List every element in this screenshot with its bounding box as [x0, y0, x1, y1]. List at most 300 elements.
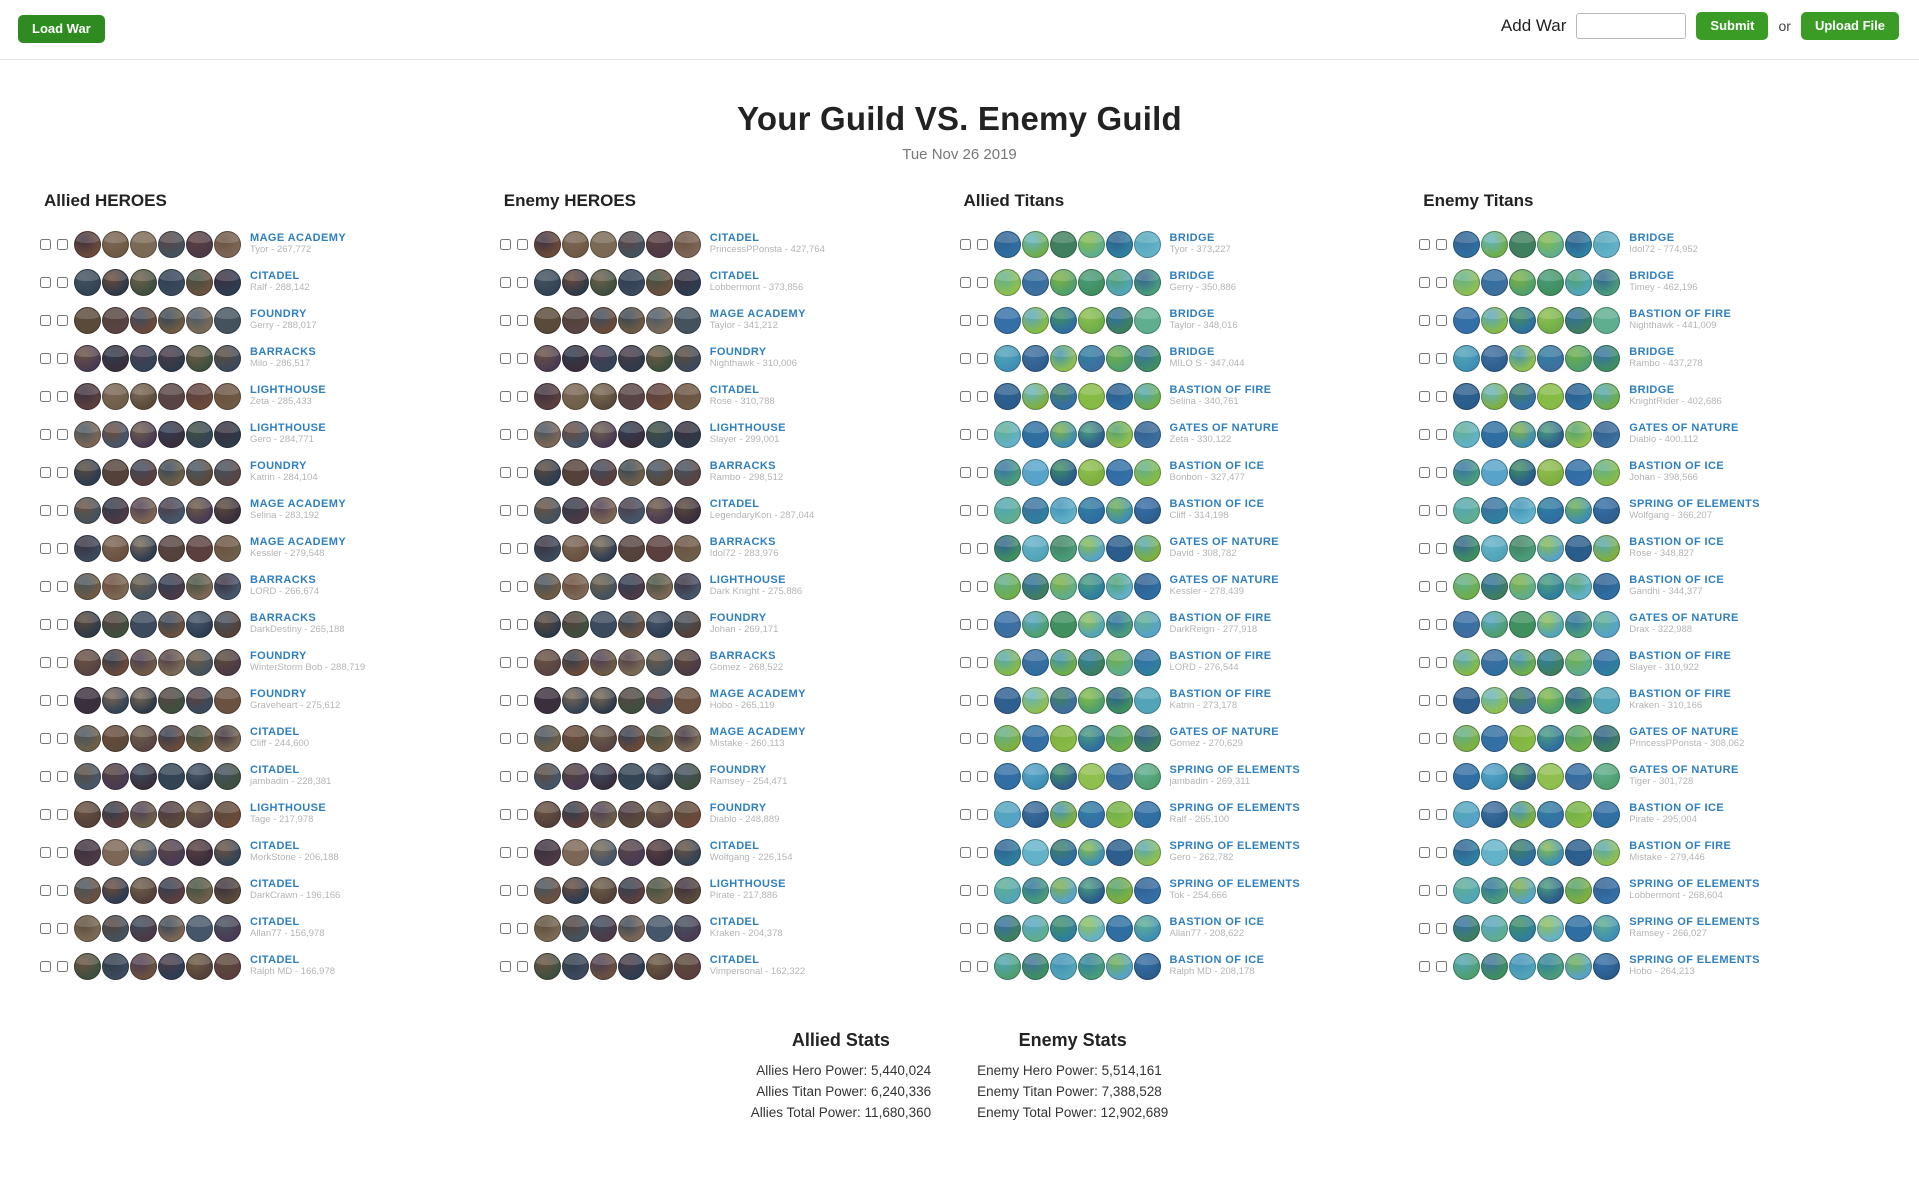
row-select-checkbox[interactable]: [40, 885, 51, 896]
roster-row[interactable]: [40, 415, 500, 453]
roster-row[interactable]: [1419, 871, 1879, 909]
row-select-checkbox[interactable]: [40, 543, 51, 554]
roster-row[interactable]: [40, 301, 500, 339]
unit-avatar-icon: [1453, 459, 1480, 486]
row-mark-checkbox[interactable]: [977, 619, 988, 630]
row-select-checkbox[interactable]: [500, 657, 511, 668]
roster-row[interactable]: [1419, 833, 1879, 871]
roster-row[interactable]: [960, 719, 1420, 757]
row-select-checkbox[interactable]: [40, 961, 51, 972]
roster-row[interactable]: [40, 491, 500, 529]
roster-row[interactable]: [500, 795, 960, 833]
row-mark-checkbox[interactable]: [1436, 467, 1447, 478]
row-select-checkbox[interactable]: [960, 277, 971, 288]
row-select-checkbox[interactable]: [1419, 467, 1430, 478]
unit-avatar-icon: [1134, 649, 1161, 676]
unit-avatar-icon: [1537, 915, 1564, 942]
row-mark-checkbox[interactable]: [517, 733, 528, 744]
fortification-name: BASTION OF FIRE: [1169, 687, 1272, 700]
row-select-checkbox[interactable]: [40, 619, 51, 630]
fortification-name: BRIDGE: [1629, 269, 1675, 282]
team-avatars: [1453, 269, 1621, 296]
row-mark-checkbox[interactable]: [57, 543, 68, 554]
roster-row[interactable]: [40, 871, 500, 909]
row-mark-checkbox[interactable]: [517, 353, 528, 364]
roster-row[interactable]: [500, 339, 960, 377]
row-mark-checkbox[interactable]: [517, 239, 528, 250]
unit-avatar-icon: [534, 345, 561, 372]
unit-avatar-icon: [1481, 535, 1508, 562]
upload-file-button[interactable]: Upload File: [1801, 12, 1899, 40]
row-mark-checkbox[interactable]: [977, 315, 988, 326]
roster-row[interactable]: [1419, 491, 1879, 529]
row-select-checkbox[interactable]: [500, 543, 511, 554]
unit-avatar-icon: [1509, 231, 1536, 258]
roster-row[interactable]: [1419, 909, 1879, 947]
roster-row[interactable]: [1419, 605, 1879, 643]
roster-row[interactable]: [40, 453, 500, 491]
row-select-checkbox[interactable]: [1419, 695, 1430, 706]
row-mark-checkbox[interactable]: [977, 695, 988, 706]
row-mark-checkbox[interactable]: [1436, 847, 1447, 858]
row-meta: [1629, 423, 1738, 446]
roster-row[interactable]: [500, 719, 960, 757]
row-mark-checkbox[interactable]: [517, 847, 528, 858]
roster-row[interactable]: [1419, 225, 1879, 263]
unit-avatar-icon: [186, 801, 213, 828]
row-select-checkbox[interactable]: [500, 695, 511, 706]
row-mark-checkbox[interactable]: [1436, 277, 1447, 288]
roster-row[interactable]: [960, 643, 1420, 681]
roster-row[interactable]: [1419, 301, 1879, 339]
row-mark-checkbox[interactable]: [517, 657, 528, 668]
row-select-checkbox[interactable]: [960, 733, 971, 744]
roster-row[interactable]: [960, 529, 1420, 567]
row-mark-checkbox[interactable]: [57, 277, 68, 288]
row-mark-checkbox[interactable]: [977, 733, 988, 744]
row-select-checkbox[interactable]: [1419, 657, 1430, 668]
unit-avatar-icon: [618, 307, 645, 334]
row-mark-checkbox[interactable]: [57, 771, 68, 782]
roster-row[interactable]: [1419, 681, 1879, 719]
row-select-checkbox[interactable]: [40, 277, 51, 288]
row-select-checkbox[interactable]: [1419, 581, 1430, 592]
roster-row[interactable]: [1419, 757, 1879, 795]
row-mark-checkbox[interactable]: [517, 505, 528, 516]
roster-row[interactable]: [960, 263, 1420, 301]
row-mark-checkbox[interactable]: [1436, 315, 1447, 326]
roster-row[interactable]: [960, 947, 1420, 985]
row-select-checkbox[interactable]: [40, 467, 51, 478]
unit-avatar-icon: [534, 383, 561, 410]
row-mark-checkbox[interactable]: [57, 733, 68, 744]
row-select-checkbox[interactable]: [40, 315, 51, 326]
row-select-checkbox[interactable]: [500, 619, 511, 630]
row-select-checkbox[interactable]: [500, 315, 511, 326]
unit-avatar-icon: [590, 497, 617, 524]
row-mark-checkbox[interactable]: [1436, 961, 1447, 972]
row-mark-checkbox[interactable]: [977, 429, 988, 440]
row-mark-checkbox[interactable]: [977, 353, 988, 364]
row-select-checkbox[interactable]: [1419, 429, 1430, 440]
row-mark-checkbox[interactable]: [517, 771, 528, 782]
row-select-checkbox[interactable]: [500, 353, 511, 364]
roster-row[interactable]: [1419, 947, 1879, 985]
row-select-checkbox[interactable]: [960, 619, 971, 630]
row-select-checkbox[interactable]: [960, 581, 971, 592]
row-mark-checkbox[interactable]: [1436, 581, 1447, 592]
team-avatars: [74, 687, 242, 714]
row-mark-checkbox[interactable]: [57, 657, 68, 668]
roster-row[interactable]: [500, 301, 960, 339]
roster-row[interactable]: [500, 263, 960, 301]
fortification-name: LIGHTHOUSE: [250, 421, 327, 434]
roster-row[interactable]: [500, 225, 960, 263]
unit-avatar-icon: [1537, 307, 1564, 334]
team-avatars: [1453, 383, 1621, 410]
row-mark-checkbox[interactable]: [977, 239, 988, 250]
row-select-checkbox[interactable]: [1419, 277, 1430, 288]
roster-row[interactable]: [960, 833, 1420, 871]
roster-row[interactable]: [500, 453, 960, 491]
unit-avatar-icon: [1481, 231, 1508, 258]
row-meta: [710, 575, 802, 598]
row-mark-checkbox[interactable]: [517, 619, 528, 630]
row-mark-checkbox[interactable]: [57, 505, 68, 516]
row-select-checkbox[interactable]: [960, 429, 971, 440]
unit-avatar-icon: [102, 383, 129, 410]
row-mark-checkbox[interactable]: [517, 923, 528, 934]
row-mark-checkbox[interactable]: [977, 885, 988, 896]
row-mark-checkbox[interactable]: [977, 581, 988, 592]
player-power-label: Tyor - 373,227: [1169, 244, 1231, 256]
load-war-button[interactable]: Load War: [18, 15, 105, 43]
row-select-checkbox[interactable]: [1419, 885, 1430, 896]
row-mark-checkbox[interactable]: [517, 695, 528, 706]
row-select-checkbox[interactable]: [500, 847, 511, 858]
fortification-name: SPRING OF ELEMENTS: [1629, 497, 1760, 510]
row-select-checkbox[interactable]: [1419, 315, 1430, 326]
roster-row[interactable]: [500, 643, 960, 681]
row-select-checkbox[interactable]: [40, 923, 51, 934]
roster-row[interactable]: [500, 909, 960, 947]
row-mark-checkbox[interactable]: [57, 809, 68, 820]
row-mark-checkbox[interactable]: [517, 467, 528, 478]
row-select-checkbox[interactable]: [960, 923, 971, 934]
row-select-checkbox[interactable]: [1419, 923, 1430, 934]
row-select-checkbox[interactable]: [960, 961, 971, 972]
row-select-checkbox[interactable]: [40, 505, 51, 516]
unit-avatar-icon: [1453, 953, 1480, 980]
row-mark-checkbox[interactable]: [1436, 733, 1447, 744]
row-mark-checkbox[interactable]: [977, 771, 988, 782]
row-select-checkbox[interactable]: [40, 429, 51, 440]
row-select-checkbox[interactable]: [500, 277, 511, 288]
roster-row[interactable]: [40, 567, 500, 605]
row-mark-checkbox[interactable]: [1436, 809, 1447, 820]
row-select-checkbox[interactable]: [960, 543, 971, 554]
row-mark-checkbox[interactable]: [1436, 353, 1447, 364]
roster-row[interactable]: [500, 681, 960, 719]
row-mark-checkbox[interactable]: [517, 581, 528, 592]
row-select-checkbox[interactable]: [960, 885, 971, 896]
team-avatars: [534, 611, 702, 638]
unit-avatar-icon: [562, 839, 589, 866]
roster-row[interactable]: [960, 415, 1420, 453]
team-avatars: [534, 269, 702, 296]
unit-avatar-icon: [1106, 649, 1133, 676]
row-mark-checkbox[interactable]: [517, 809, 528, 820]
row-mark-checkbox[interactable]: [517, 543, 528, 554]
row-select-checkbox[interactable]: [500, 961, 511, 972]
submit-button[interactable]: Submit: [1696, 12, 1768, 40]
roster-row[interactable]: [960, 909, 1420, 947]
roster-row[interactable]: [500, 415, 960, 453]
roster-row[interactable]: [500, 491, 960, 529]
row-select-checkbox[interactable]: [960, 353, 971, 364]
row-mark-checkbox[interactable]: [57, 885, 68, 896]
roster-row[interactable]: [500, 567, 960, 605]
roster-row[interactable]: [40, 757, 500, 795]
row-mark-checkbox[interactable]: [517, 961, 528, 972]
roster-row[interactable]: [960, 339, 1420, 377]
row-mark-checkbox[interactable]: [977, 657, 988, 668]
row-select-checkbox[interactable]: [960, 315, 971, 326]
roster-row[interactable]: [960, 605, 1420, 643]
roster-row[interactable]: [40, 719, 500, 757]
roster-row[interactable]: [40, 909, 500, 947]
roster-row[interactable]: [500, 529, 960, 567]
roster-row[interactable]: [960, 453, 1420, 491]
row-select-checkbox[interactable]: [1419, 543, 1430, 554]
row-select-checkbox[interactable]: [40, 391, 51, 402]
row-select-checkbox[interactable]: [960, 391, 971, 402]
row-mark-checkbox[interactable]: [517, 885, 528, 896]
row-select-checkbox[interactable]: [1419, 239, 1430, 250]
row-select-checkbox[interactable]: [500, 581, 511, 592]
roster-row[interactable]: [1419, 795, 1879, 833]
roster-row[interactable]: [500, 833, 960, 871]
row-select-checkbox[interactable]: [40, 809, 51, 820]
roster-row[interactable]: [40, 225, 500, 263]
roster-row[interactable]: [1419, 567, 1879, 605]
row-select-checkbox[interactable]: [500, 505, 511, 516]
row-mark-checkbox[interactable]: [977, 847, 988, 858]
unit-avatar-icon: [1537, 421, 1564, 448]
row-mark-checkbox[interactable]: [57, 581, 68, 592]
unit-avatar-icon: [214, 535, 241, 562]
roster-row[interactable]: [40, 947, 500, 985]
row-mark-checkbox[interactable]: [977, 543, 988, 554]
roster-row[interactable]: [500, 871, 960, 909]
row-select-checkbox[interactable]: [960, 657, 971, 668]
row-select-checkbox[interactable]: [960, 809, 971, 820]
roster-row[interactable]: [1419, 377, 1879, 415]
unit-avatar-icon: [1134, 611, 1161, 638]
row-select-checkbox[interactable]: [40, 847, 51, 858]
row-select-checkbox[interactable]: [1419, 505, 1430, 516]
unit-avatar-icon: [130, 345, 157, 372]
row-select-checkbox[interactable]: [40, 695, 51, 706]
roster-row[interactable]: [960, 757, 1420, 795]
row-select-checkbox[interactable]: [1419, 809, 1430, 820]
player-power-label: Johan - 398,566: [1629, 472, 1698, 484]
roster-row[interactable]: [960, 795, 1420, 833]
row-meta: [250, 461, 318, 484]
row-select-checkbox[interactable]: [1419, 961, 1430, 972]
row-mark-checkbox[interactable]: [57, 391, 68, 402]
roster-row[interactable]: [1419, 529, 1879, 567]
roster-row[interactable]: [500, 757, 960, 795]
unit-avatar-icon: [1593, 839, 1620, 866]
row-mark-checkbox[interactable]: [57, 467, 68, 478]
row-mark-checkbox[interactable]: [57, 923, 68, 934]
row-mark-checkbox[interactable]: [57, 847, 68, 858]
row-select-checkbox[interactable]: [1419, 353, 1430, 364]
row-mark-checkbox[interactable]: [57, 429, 68, 440]
fortification-name: BASTION OF FIRE: [1629, 687, 1732, 700]
roster-row[interactable]: [1419, 643, 1879, 681]
row-mark-checkbox[interactable]: [1436, 505, 1447, 516]
fortification-name: FOUNDRY: [250, 459, 307, 472]
row-select-checkbox[interactable]: [1419, 391, 1430, 402]
unit-avatar-icon: [1593, 801, 1620, 828]
row-mark-checkbox[interactable]: [1436, 695, 1447, 706]
roster-row[interactable]: [1419, 719, 1879, 757]
roster-row[interactable]: [1419, 453, 1879, 491]
roster-row[interactable]: [960, 225, 1420, 263]
roster-row[interactable]: [1419, 415, 1879, 453]
row-select-checkbox[interactable]: [40, 733, 51, 744]
roster-row[interactable]: [40, 377, 500, 415]
fortification-name: SPRING OF ELEMENTS: [1629, 877, 1760, 890]
roster-row[interactable]: [40, 833, 500, 871]
roster-row[interactable]: [40, 681, 500, 719]
row-mark-checkbox[interactable]: [977, 505, 988, 516]
roster-row[interactable]: [40, 263, 500, 301]
row-mark-checkbox[interactable]: [1436, 391, 1447, 402]
row-mark-checkbox[interactable]: [977, 391, 988, 402]
row-select-checkbox[interactable]: [500, 239, 511, 250]
row-mark-checkbox[interactable]: [57, 239, 68, 250]
team-avatars: [1453, 573, 1621, 600]
roster-row[interactable]: [500, 377, 960, 415]
row-mark-checkbox[interactable]: [1436, 923, 1447, 934]
roster-row[interactable]: [40, 643, 500, 681]
row-select-checkbox[interactable]: [1419, 619, 1430, 630]
row-meta: [1629, 765, 1738, 788]
row-select-checkbox[interactable]: [40, 581, 51, 592]
row-select-checkbox[interactable]: [1419, 771, 1430, 782]
row-mark-checkbox[interactable]: [1436, 771, 1447, 782]
row-mark-checkbox[interactable]: [977, 961, 988, 972]
row-mark-checkbox[interactable]: [977, 467, 988, 478]
row-mark-checkbox[interactable]: [977, 809, 988, 820]
row-mark-checkbox[interactable]: [1436, 657, 1447, 668]
roster-row[interactable]: [960, 871, 1420, 909]
row-select-checkbox[interactable]: [960, 467, 971, 478]
row-select-checkbox[interactable]: [40, 657, 51, 668]
roster-row[interactable]: [1419, 339, 1879, 377]
row-select-checkbox[interactable]: [960, 695, 971, 706]
row-mark-checkbox[interactable]: [517, 277, 528, 288]
row-mark-checkbox[interactable]: [57, 695, 68, 706]
row-mark-checkbox[interactable]: [517, 429, 528, 440]
row-mark-checkbox[interactable]: [1436, 543, 1447, 554]
roster-row[interactable]: [500, 947, 960, 985]
roster-row[interactable]: [960, 377, 1420, 415]
row-select-checkbox[interactable]: [1419, 847, 1430, 858]
roster-row[interactable]: [960, 491, 1420, 529]
team-avatars: [1453, 421, 1621, 448]
row-select-checkbox[interactable]: [500, 429, 511, 440]
row-mark-checkbox[interactable]: [57, 315, 68, 326]
row-mark-checkbox[interactable]: [1436, 429, 1447, 440]
row-mark-checkbox[interactable]: [57, 353, 68, 364]
row-select-checkbox[interactable]: [500, 733, 511, 744]
roster-row[interactable]: [1419, 263, 1879, 301]
row-mark-checkbox[interactable]: [57, 619, 68, 630]
row-mark-checkbox[interactable]: [517, 391, 528, 402]
roster-row[interactable]: [960, 567, 1420, 605]
unit-avatar-icon: [618, 459, 645, 486]
fortification-name: MAGE ACADEMY: [250, 497, 347, 510]
unit-avatar-icon: [158, 307, 185, 334]
unit-avatar-icon: [994, 725, 1021, 752]
add-war-input[interactable]: [1576, 13, 1686, 39]
row-mark-checkbox[interactable]: [1436, 885, 1447, 896]
team-avatars: [1453, 611, 1621, 638]
row-select-checkbox[interactable]: [960, 505, 971, 516]
unit-avatar-icon: [158, 725, 185, 752]
row-select-checkbox[interactable]: [500, 885, 511, 896]
roster-row[interactable]: [40, 795, 500, 833]
fortification-name: FOUNDRY: [250, 687, 307, 700]
row-select-checkbox[interactable]: [500, 391, 511, 402]
row-mark-checkbox[interactable]: [977, 923, 988, 934]
row-select-checkbox[interactable]: [960, 847, 971, 858]
roster-row[interactable]: [40, 339, 500, 377]
row-select-checkbox[interactable]: [500, 467, 511, 478]
row-select-checkbox[interactable]: [40, 239, 51, 250]
row-mark-checkbox[interactable]: [57, 961, 68, 972]
row-select-checkbox[interactable]: [1419, 733, 1430, 744]
team-avatars: [74, 915, 242, 942]
roster-row[interactable]: [960, 681, 1420, 719]
unit-avatar-icon: [1565, 459, 1592, 486]
roster-row[interactable]: [40, 605, 500, 643]
roster-row[interactable]: [500, 605, 960, 643]
row-mark-checkbox[interactable]: [1436, 619, 1447, 630]
row-mark-checkbox[interactable]: [517, 315, 528, 326]
row-mark-checkbox[interactable]: [1436, 239, 1447, 250]
row-select-checkbox[interactable]: [40, 353, 51, 364]
roster-row[interactable]: [40, 529, 500, 567]
unit-avatar-icon: [1134, 915, 1161, 942]
row-select-checkbox[interactable]: [500, 809, 511, 820]
row-select-checkbox[interactable]: [960, 771, 971, 782]
unit-avatar-icon: [1509, 763, 1536, 790]
row-select-checkbox[interactable]: [960, 239, 971, 250]
roster-row[interactable]: [960, 301, 1420, 339]
unit-avatar-icon: [1050, 421, 1077, 448]
unit-avatar-icon: [74, 421, 101, 448]
row-mark-checkbox[interactable]: [977, 277, 988, 288]
unit-avatar-icon: [562, 497, 589, 524]
row-select-checkbox[interactable]: [500, 771, 511, 782]
row-select-checkbox[interactable]: [500, 923, 511, 934]
row-select-checkbox[interactable]: [40, 771, 51, 782]
